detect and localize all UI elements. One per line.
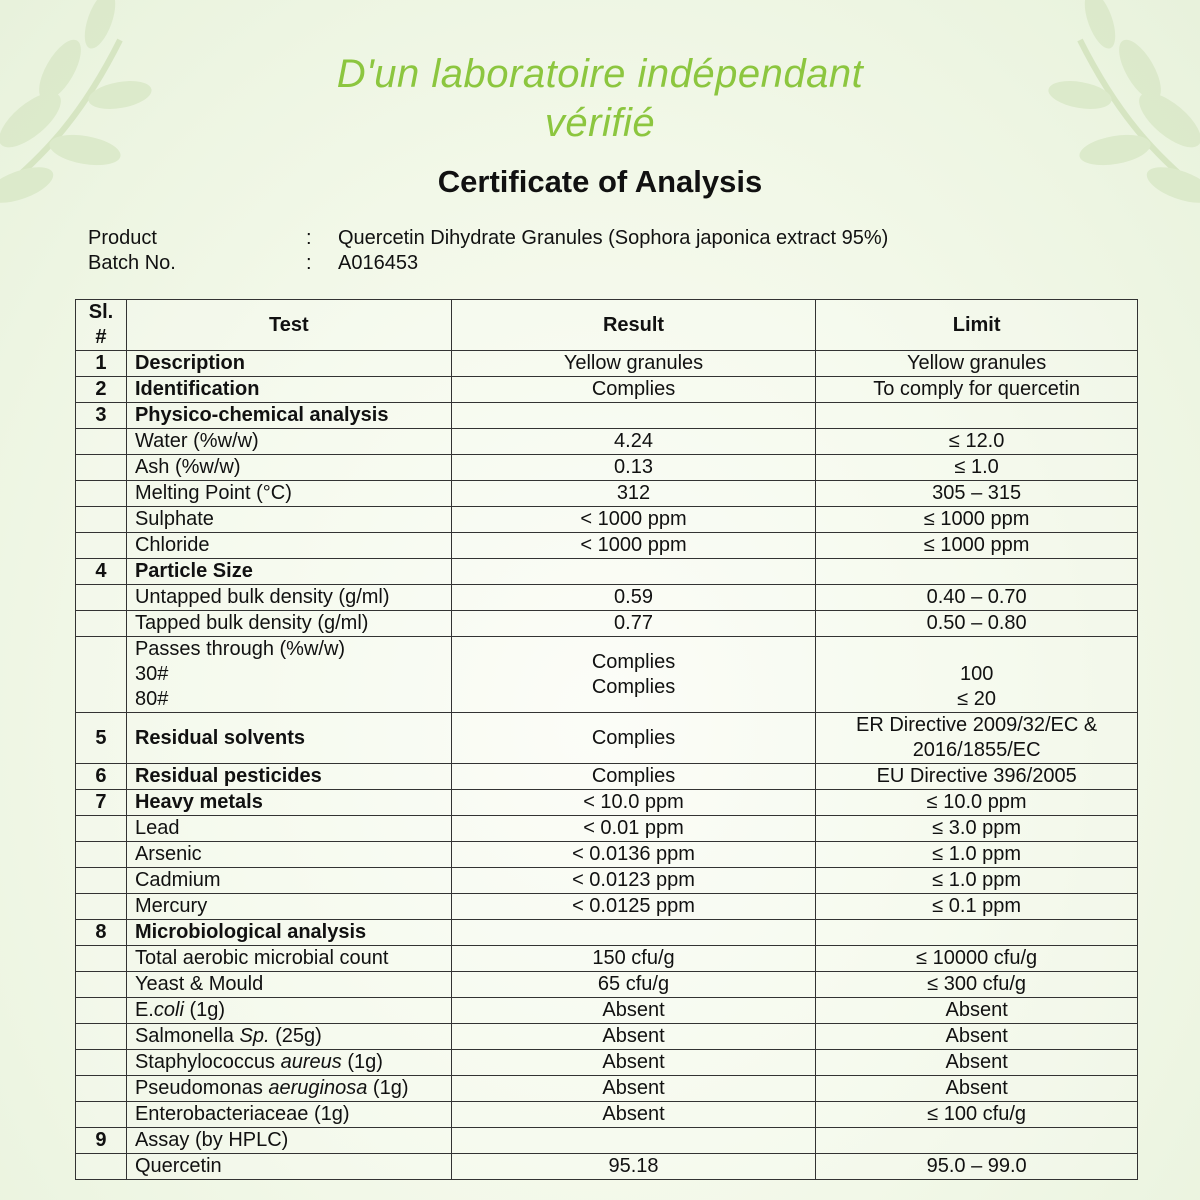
result-cell	[451, 559, 816, 585]
limit-cell: ≤ 100 cfu/g	[816, 1102, 1138, 1128]
limit-cell: EU Directive 396/2005	[816, 764, 1138, 790]
limit-cell: ≤ 1000 ppm	[816, 533, 1138, 559]
table-row	[76, 507, 1138, 533]
table-row	[76, 1128, 1138, 1154]
sl-cell	[76, 533, 127, 559]
result-cell: 150 cfu/g	[451, 946, 816, 972]
limit-cell: ≤ 1.0	[816, 455, 1138, 481]
header-result: Result	[451, 300, 816, 351]
sl-cell	[76, 842, 127, 868]
limit-cell: ≤ 1.0 ppm	[816, 868, 1138, 894]
table-row	[76, 1154, 1138, 1180]
table-row	[76, 764, 1138, 790]
table-row	[76, 351, 1138, 377]
sl-cell	[76, 946, 127, 972]
test-cell: Assay (by HPLC)	[126, 1128, 451, 1154]
sl-cell	[76, 481, 127, 507]
product-label: Product	[88, 227, 157, 249]
limit-cell: ≤ 10000 cfu/g	[816, 946, 1138, 972]
product-value: Quercetin Dihydrate Granules (Sophora japonica extract 95%)	[338, 227, 889, 249]
limit-cell	[816, 559, 1138, 585]
table-row	[76, 972, 1138, 998]
result-cell: Absent	[451, 1102, 816, 1128]
sl-cell: 1	[76, 351, 127, 377]
result-cell: 312	[451, 481, 816, 507]
batch-row	[88, 251, 888, 276]
result-cell: 0.13	[451, 455, 816, 481]
result-cell: 65 cfu/g	[451, 972, 816, 998]
limit-cell: To comply for quercetin	[816, 377, 1138, 403]
test-cell: Passes through (%w/w) 30# 80#	[126, 637, 451, 713]
test-cell: Residual pesticides	[126, 764, 451, 790]
sl-cell	[76, 429, 127, 455]
result-cell	[451, 920, 816, 946]
table-row	[76, 1076, 1138, 1102]
table-row	[76, 377, 1138, 403]
table-row	[76, 894, 1138, 920]
sl-cell	[76, 1102, 127, 1128]
tagline-line-2: vérifié	[544, 101, 656, 145]
sl-cell	[76, 585, 127, 611]
test-cell: Particle Size	[126, 559, 451, 585]
limit-cell: Absent	[816, 1076, 1138, 1102]
batch-value: A016453	[338, 252, 419, 274]
sl-cell	[76, 894, 127, 920]
test-cell: Melting Point (°C)	[126, 481, 451, 507]
result-cell: Yellow granules	[451, 351, 816, 377]
test-cell: Identification	[126, 377, 451, 403]
limit-cell: 100 ≤ 20	[816, 637, 1138, 713]
header-limit: Limit	[816, 300, 1138, 351]
result-cell: Absent	[451, 1050, 816, 1076]
limit-cell: ER Directive 2009/32/EC & 2016/1855/EC	[816, 713, 1138, 764]
limit-cell: ≤ 300 cfu/g	[816, 972, 1138, 998]
result-cell: < 1000 ppm	[451, 507, 816, 533]
result-cell: < 0.0136 ppm	[451, 842, 816, 868]
limit-cell	[816, 920, 1138, 946]
table-row	[76, 816, 1138, 842]
sl-cell	[76, 1076, 127, 1102]
table-row	[76, 790, 1138, 816]
table-row	[76, 637, 1138, 713]
sl-cell: 2	[76, 377, 127, 403]
result-cell: 4.24	[451, 429, 816, 455]
table-body	[76, 351, 1138, 1180]
test-cell: Pseudomonas aeruginosa (1g)	[126, 1076, 451, 1102]
test-cell: Water (%w/w)	[126, 429, 451, 455]
limit-cell: Absent	[816, 1050, 1138, 1076]
sl-cell	[76, 455, 127, 481]
result-cell: 0.77	[451, 611, 816, 637]
test-cell: Lead	[126, 816, 451, 842]
sl-cell	[76, 816, 127, 842]
test-cell: Residual solvents	[126, 713, 451, 764]
test-cell: Total aerobic microbial count	[126, 946, 451, 972]
result-cell: Complies Complies	[451, 637, 816, 713]
result-cell	[451, 403, 816, 429]
table-row	[76, 455, 1138, 481]
limit-cell: ≤ 10.0 ppm	[816, 790, 1138, 816]
sl-cell	[76, 1024, 127, 1050]
table-row	[76, 533, 1138, 559]
result-cell: < 1000 ppm	[451, 533, 816, 559]
test-cell: Salmonella Sp. (25g)	[126, 1024, 451, 1050]
header-test: Test	[126, 300, 451, 351]
table-row	[76, 998, 1138, 1024]
limit-cell: 0.40 – 0.70	[816, 585, 1138, 611]
result-cell: < 10.0 ppm	[451, 790, 816, 816]
limit-cell: ≤ 1.0 ppm	[816, 842, 1138, 868]
table-row	[76, 1050, 1138, 1076]
page-title: Certificate of Analysis	[437, 164, 763, 199]
test-cell: Physico-chemical analysis	[126, 403, 451, 429]
test-cell: E.coli (1g)	[126, 998, 451, 1024]
table-row	[76, 559, 1138, 585]
test-cell: Sulphate	[126, 507, 451, 533]
table-row	[76, 868, 1138, 894]
result-cell: < 0.0123 ppm	[451, 868, 816, 894]
test-cell: Chloride	[126, 533, 451, 559]
result-cell: Complies	[451, 713, 816, 764]
sl-cell	[76, 1154, 127, 1180]
result-cell	[451, 1128, 816, 1154]
limit-cell	[816, 1128, 1138, 1154]
table-row	[76, 713, 1138, 764]
sl-cell: 4	[76, 559, 127, 585]
test-cell: Quercetin	[126, 1154, 451, 1180]
test-cell: Arsenic	[126, 842, 451, 868]
product-row	[88, 226, 888, 251]
test-cell: Cadmium	[126, 868, 451, 894]
table-header-row	[76, 300, 1138, 351]
table-row	[76, 403, 1138, 429]
test-cell: Yeast & Mould	[126, 972, 451, 998]
limit-cell	[816, 403, 1138, 429]
sl-cell	[76, 998, 127, 1024]
result-cell: Complies	[451, 764, 816, 790]
separator: :	[306, 252, 312, 274]
sl-cell: 3	[76, 403, 127, 429]
limit-cell: ≤ 3.0 ppm	[816, 816, 1138, 842]
result-cell: Absent	[451, 1024, 816, 1050]
limit-cell: Yellow granules	[816, 351, 1138, 377]
result-cell: 0.59	[451, 585, 816, 611]
test-cell: Untapped bulk density (g/ml)	[126, 585, 451, 611]
result-cell: < 0.01 ppm	[451, 816, 816, 842]
test-cell: Heavy metals	[126, 790, 451, 816]
result-cell: Absent	[451, 1076, 816, 1102]
table-row	[76, 920, 1138, 946]
sl-cell: 7	[76, 790, 127, 816]
table-row	[76, 585, 1138, 611]
limit-cell: Absent	[816, 1024, 1138, 1050]
test-cell: Description	[126, 351, 451, 377]
table-row	[76, 1102, 1138, 1128]
sl-cell	[76, 507, 127, 533]
limit-cell: 0.50 – 0.80	[816, 611, 1138, 637]
separator: :	[306, 227, 312, 249]
test-cell: Microbiological analysis	[126, 920, 451, 946]
table-row	[76, 429, 1138, 455]
sl-cell: 5	[76, 713, 127, 764]
limit-cell: 95.0 – 99.0	[816, 1154, 1138, 1180]
limit-cell: 305 – 315	[816, 481, 1138, 507]
tagline	[0, 50, 1200, 148]
analysis-table	[75, 299, 1138, 1180]
test-cell: Enterobacteriaceae (1g)	[126, 1102, 451, 1128]
result-cell: < 0.0125 ppm	[451, 894, 816, 920]
table-row	[76, 481, 1138, 507]
sl-cell: 6	[76, 764, 127, 790]
sl-cell	[76, 868, 127, 894]
limit-cell: ≤ 0.1 ppm	[816, 894, 1138, 920]
table-row	[76, 1024, 1138, 1050]
limit-cell: ≤ 1000 ppm	[816, 507, 1138, 533]
sl-cell	[76, 1050, 127, 1076]
test-cell: Staphylococcus aureus (1g)	[126, 1050, 451, 1076]
batch-label: Batch No.	[88, 252, 176, 274]
header-sl: Sl. #	[76, 300, 127, 351]
product-meta	[88, 226, 888, 276]
sl-cell: 8	[76, 920, 127, 946]
sl-cell: 9	[76, 1128, 127, 1154]
table-row	[76, 946, 1138, 972]
table-row	[76, 611, 1138, 637]
test-cell: Tapped bulk density (g/ml)	[126, 611, 451, 637]
sl-cell	[76, 637, 127, 713]
tagline-line-1: D'un laboratoire indépendant	[336, 52, 864, 96]
result-cell: Absent	[451, 998, 816, 1024]
sl-cell	[76, 972, 127, 998]
test-cell: Mercury	[126, 894, 451, 920]
limit-cell: ≤ 12.0	[816, 429, 1138, 455]
sl-cell	[76, 611, 127, 637]
limit-cell: Absent	[816, 998, 1138, 1024]
result-cell: Complies	[451, 377, 816, 403]
result-cell: 95.18	[451, 1154, 816, 1180]
test-cell: Ash (%w/w)	[126, 455, 451, 481]
table-row	[76, 842, 1138, 868]
